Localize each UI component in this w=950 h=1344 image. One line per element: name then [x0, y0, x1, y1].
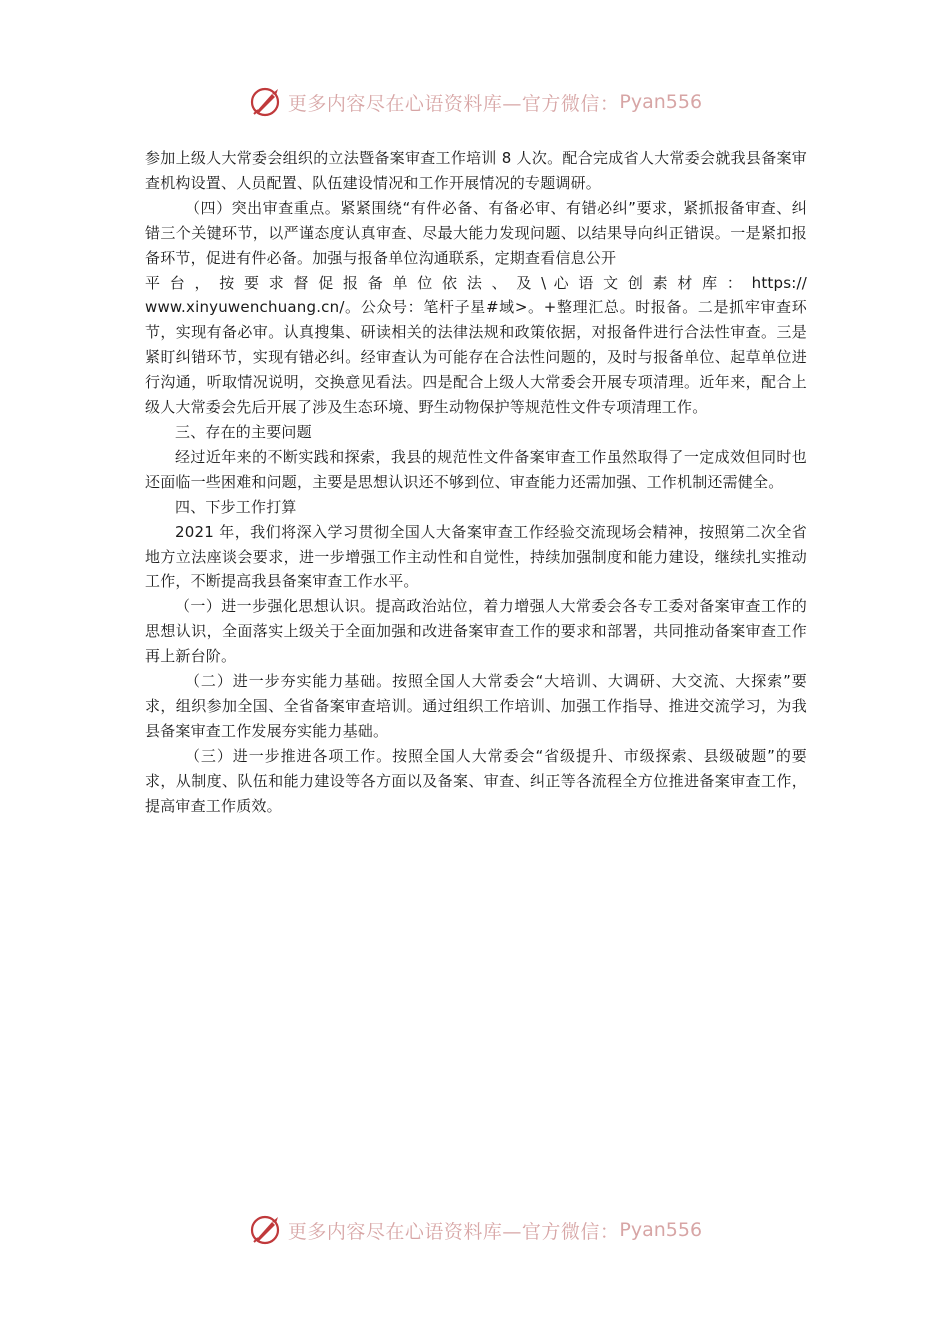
section-heading: 四、下步工作打算 — [175, 497, 297, 516]
paragraph: www.xinyuwenchuang.cn/。公众号：笔杆子星#域>。+整理汇总。时报备。二是抓牢审查环节，实现有备必审。认真搜集、研读相关的法律法规和政策依据，对报备件进行合法性审查。三是紧盯纠错环节，实现有错必纠。经审查认为可能存在合法性问题的，及时与报备单位、起草单位进行沟通，听取情况说明，交换意见看法。四是配合上级人大常委会开展专项清理。近年来，配合上级人大常委会先后开展了涉及生态环境、野生动物保护等规范性文件专项清理工作。 — [145, 298, 807, 417]
section-heading: 三、存在的主要问题 — [175, 422, 312, 441]
paragraph: 2021 年，我们将深入学习贯彻全国人大备案审查工作经验交流现场会精神，按照第二次全省地方立法座谈会要求，进一步增强工作主动性和自觉性，持续加强制度和能力建设，继续扎实推动工作，不断提高我县备案审查工作水平。 — [145, 522, 807, 591]
paragraph: （三）进一步推进各项工作。按照全国人大常委会“省级提升、市级探索、县级破题”的要求，从制度、队伍和能力建设等各方面以及备案、审查、纠正等各流程全方位推进备案审查工作，提高审查工作质效。 — [145, 746, 807, 815]
paragraph: 平 台 ， 按 要 求 督 促 报 备 单 位 依 法 、 及 \ 心 语 文 创 素 材 库 ： https:// — [145, 273, 807, 292]
paragraph: 参加上级人大常委会组织的立法暨备案审查工作培训 8 人次。配合完成省人大常委会就我县备案审查机构设置、人员配置、队伍建设情况和工作开展情况的专题调研。 — [145, 149, 807, 192]
header-banner — [0, 82, 950, 122]
paragraph: 经过近年来的不断实践和探索，我县的规范性文件备案审查工作虽然取得了一定成效但同时也还面临一些困难和问题，主要是思想认识还不够到位、审查能力还需加强、工作机制还需健全。 — [145, 447, 807, 491]
footer-wechat-id: Pyan556 — [619, 1219, 703, 1241]
header-wechat-id: Pyan556 — [619, 91, 703, 113]
document-body — [145, 146, 807, 818]
paragraph: （二）进一步夯实能力基础。按照全国人大常委会“大培训、大调研、大交流、大探索”要求，组织参加全国、全省备案审查培训。通过组织工作培训、加强工作指导、推进交流学习，为我县备案审查工作发展夯实能力基础。 — [145, 672, 807, 740]
paragraph: （四）突出审查重点。紧紧围绕“有件必备、有备必审、有错必纠”要求，紧抓报备审查、纠错三个关键环节，以严谨态度认真审查、尽最大能力发现问题、以结果导向纠正错误。一是紧扣报备环节，促进有件必备。加强与报备单位沟通联系，定期查看信息公开 — [145, 198, 807, 267]
quill-logo-icon — [248, 1213, 282, 1247]
footer-banner — [0, 1210, 950, 1250]
header-banner-text: 更多内容尽在心语资料库—官方微信： — [287, 92, 620, 115]
quill-logo-icon — [248, 85, 282, 119]
paragraph: （一）进一步强化思想认识。提高政治站位，着力增强人大常委会各专工委对备案审查工作的思想认识，全面落实上级关于全面加强和改进备案审查工作的要求和部署，共同推动备案审查工作再上新台阶。 — [145, 597, 807, 666]
footer-banner-text: 更多内容尽在心语资料库—官方微信： — [287, 1220, 620, 1243]
